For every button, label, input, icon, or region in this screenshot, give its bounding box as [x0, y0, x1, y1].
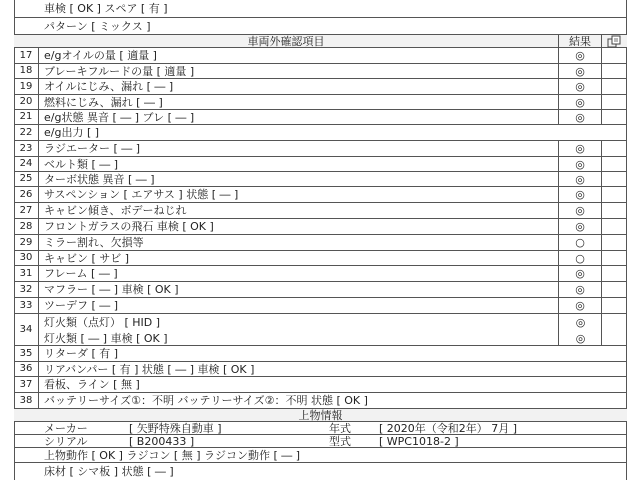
item-description: ツーデフ [ ― ]	[39, 298, 559, 313]
item-result: ◎	[559, 282, 602, 297]
item-number: 37	[14, 377, 39, 392]
top-row-shaken-spare	[14, 0, 627, 18]
item-description: 燃料にじみ、漏れ [ ― ]	[39, 95, 559, 109]
item-number: 29	[14, 235, 39, 250]
table-row	[14, 141, 627, 157]
item-description: e/g状態 異音 [ ― ] ブレ [ ― ]	[39, 110, 559, 124]
item-result: ◎	[559, 298, 602, 313]
top-row-pattern	[14, 18, 627, 35]
table-row-lights	[14, 314, 627, 346]
body-info-row-floor	[14, 463, 627, 480]
result-column-header: 結果	[559, 35, 602, 47]
table-row	[14, 203, 627, 219]
item-number: 24	[14, 157, 39, 171]
item-number: 38	[14, 393, 39, 408]
item-number: 20	[14, 95, 39, 109]
item-number: 19	[14, 79, 39, 94]
item-number: 30	[14, 251, 39, 265]
item-number: 31	[14, 266, 39, 281]
item-result: ◎	[559, 48, 602, 63]
table-row	[14, 266, 627, 282]
item-result: ◎	[559, 110, 602, 124]
item-description: e/gオイルの量 [ 適量 ]	[39, 48, 559, 63]
table-row	[14, 346, 627, 362]
item-number: 28	[14, 219, 39, 234]
table-row	[14, 48, 627, 64]
item-description: e/g出力 [ ]	[44, 126, 100, 139]
floor-text: 床材 [ シマ板 ] 状態 [ ― ]	[44, 465, 174, 478]
item-description: ラジエーター [ ― ]	[39, 141, 559, 156]
item-result: ◎	[559, 266, 602, 281]
table-row	[14, 157, 627, 172]
item-number: 17	[14, 48, 39, 63]
table-row	[14, 251, 627, 266]
year-label: 年式	[329, 422, 351, 434]
item-description: ブレーキフルードの量 [ 適量 ]	[39, 64, 559, 78]
top-row-b-text: パターン [ ミックス ]	[44, 19, 151, 33]
item-description: キャビン [ サビ ]	[39, 251, 559, 265]
table-row	[14, 282, 627, 298]
item-description: バッテリーサイズ①：不明 バッテリーサイズ②：不明 状態 [ OK ]	[44, 394, 368, 407]
item-description: キャビン傾き、ボデーねじれ	[39, 203, 559, 218]
lights-line-2: 灯火類 [ ― ] 車検 [ OK ]	[44, 332, 168, 345]
item-number: 23	[14, 141, 39, 156]
maker-value: [ 矢野特殊自動車 ]	[129, 422, 222, 434]
item-number: 26	[14, 187, 39, 202]
serial-model-cell	[14, 435, 627, 447]
item-result: ◎	[559, 203, 602, 218]
model-label: 型式	[329, 435, 351, 447]
item-description: オイルにじみ、漏れ [ ― ]	[39, 79, 559, 94]
table-row	[14, 95, 627, 110]
table-row	[14, 393, 627, 409]
body-info-row-serial	[14, 435, 627, 448]
item-number: 27	[14, 203, 39, 218]
table-row	[14, 235, 627, 251]
item-result: ◎	[559, 219, 602, 234]
serial-value: [ B200433 ]	[129, 435, 195, 447]
table-row	[14, 219, 627, 235]
maker-year-cell	[14, 422, 627, 434]
inspection-sheet	[14, 0, 627, 480]
table-row	[14, 377, 627, 393]
item-description: リアバンパー [ 有 ] 状態 [ ― ] 車検 [ OK ]	[44, 362, 255, 376]
item-number: 18	[14, 64, 39, 78]
body-info-header	[14, 409, 627, 422]
top-row-a-text: 車検 [ OK ] スペア [ 有 ]	[44, 2, 168, 15]
item-result: ○	[559, 251, 602, 265]
table-row	[14, 64, 627, 79]
table-row	[14, 362, 627, 377]
item-description: ベルト類 [ ― ]	[39, 157, 559, 171]
item-result: ◎	[559, 64, 602, 78]
item-result: ◎	[559, 141, 602, 156]
exterior-section-title: 車両外確認項目	[14, 35, 559, 47]
item-description: サスペンション [ エアサス ] 状態 [ ― ]	[39, 187, 559, 202]
item-description: ターボ状態 異音 [ ― ]	[39, 172, 559, 186]
item-result: ◎	[559, 95, 602, 109]
body-info-title: 上物情報	[298, 409, 343, 421]
item-number: 33	[14, 298, 39, 313]
lights-result-1: ◎	[575, 315, 586, 329]
body-info-row-maker	[14, 422, 627, 435]
item-number: 32	[14, 282, 39, 297]
model-value: [ WPC1018-2 ]	[379, 435, 459, 447]
table-row	[14, 79, 627, 95]
lights-result-2: ◎	[575, 331, 586, 345]
item-number: 36	[14, 362, 39, 376]
item-description: ミラー割れ、欠損等	[39, 235, 559, 250]
exterior-section-header	[14, 35, 627, 48]
item-description: リターダ [ 有 ]	[44, 347, 119, 360]
item-number: 21	[14, 110, 39, 124]
operation-text: 上物動作 [ OK ] ラジコン [ 無 ] ラジコン動作 [ ― ]	[44, 448, 301, 462]
item-number: 25	[14, 172, 39, 186]
table-row	[14, 187, 627, 203]
table-row	[14, 110, 627, 125]
item-number: 35	[14, 346, 39, 361]
body-info-row-operation	[14, 448, 627, 463]
item-result: ◎	[559, 187, 602, 202]
item-result: ○	[559, 235, 602, 250]
item-description: マフラー [ ― ] 車検 [ OK ]	[39, 282, 559, 297]
item-description: 看板、ライン [ 無 ]	[44, 378, 140, 391]
item-result: ◎	[559, 79, 602, 94]
serial-label: シリアル	[44, 435, 88, 447]
table-row	[14, 125, 627, 141]
table-row	[14, 172, 627, 187]
maker-label: メーカー	[44, 422, 88, 434]
year-value: [ 2020年（令和2年） 7月 ]	[379, 422, 518, 434]
item-description: フロントガラスの飛石 車検 [ OK ]	[39, 219, 559, 234]
lights-line-1: 灯火類（点灯） [ HID ]	[44, 316, 161, 329]
copy-icon[interactable]	[602, 35, 627, 47]
item-number: 22	[14, 125, 39, 140]
table-row	[14, 298, 627, 314]
item-number: 34	[14, 314, 39, 345]
item-result: ◎	[559, 172, 602, 186]
item-result: ◎	[559, 157, 602, 171]
item-description: フレーム [ ― ]	[39, 266, 559, 281]
